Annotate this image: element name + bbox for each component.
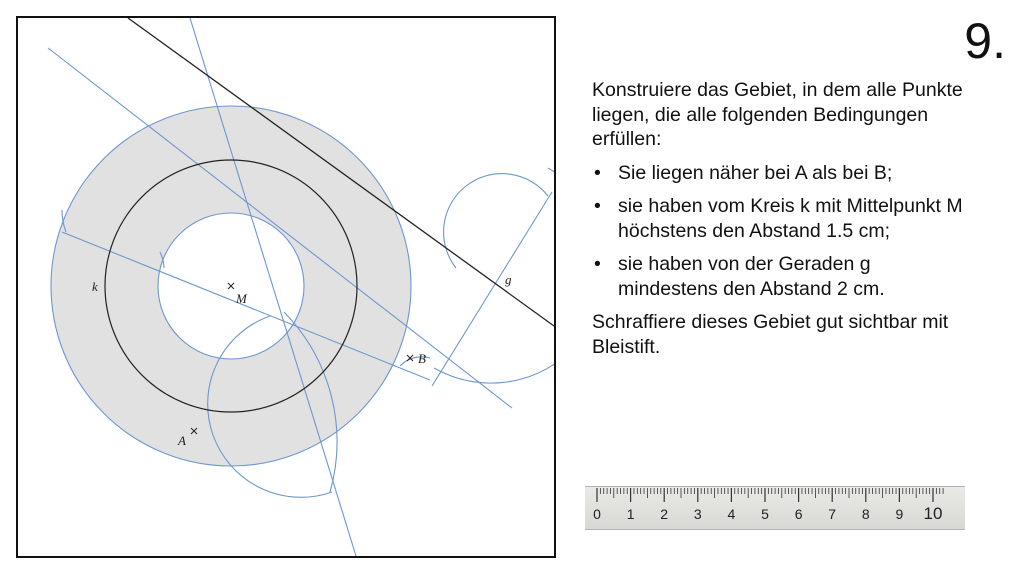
ruler-number: 9 (895, 506, 904, 522)
slide-number: 9. (964, 13, 1006, 69)
task-closing: Schraffiere dieses Gebiet gut sichtbar mit Bleistift. (592, 311, 949, 358)
ruler-number: 0 (593, 506, 601, 522)
label-b: B (418, 351, 426, 366)
arc-upper (444, 174, 548, 268)
perpendicular-to-g (432, 192, 552, 386)
arc-outer (434, 168, 554, 383)
ruler-image (585, 486, 965, 530)
label-m: M (236, 291, 247, 306)
ruler-number: 10 (923, 504, 943, 523)
ruler-number: 5 (761, 506, 769, 522)
task-text (592, 78, 972, 368)
label-g: g (505, 272, 512, 287)
condition-text: sie haben von der Geraden g mindestens den Abstand 2 cm. (618, 253, 885, 300)
label-a: A (178, 433, 186, 448)
conditions-list (592, 161, 972, 302)
condition-text: sie haben vom Kreis k mit Mittelpunkt M höchstens den Abstand 1.5 cm; (618, 195, 963, 242)
ruler-number: 4 (727, 506, 736, 522)
ruler-number: 3 (693, 506, 702, 522)
task-intro: Konstruiere das Gebiet, in dem alle Punkte liegen, die alle folgenden Bedingungen erfüllen: (592, 79, 963, 150)
condition-item (592, 194, 972, 243)
condition-item (592, 252, 972, 301)
ruler-number: 7 (828, 506, 837, 522)
condition-item (592, 161, 972, 186)
ruler-number: 1 (626, 506, 635, 522)
bullet-icon: • (594, 195, 601, 217)
bullet-icon: • (594, 253, 601, 275)
bullet-icon: • (594, 161, 601, 184)
label-k: k (92, 279, 98, 294)
condition-text: Sie liegen näher bei A als bei B; (618, 161, 893, 184)
construction-figure (16, 16, 556, 558)
ruler-number: 6 (794, 506, 803, 522)
ruler-number: 8 (861, 506, 870, 522)
ruler-number: 2 (660, 506, 669, 522)
